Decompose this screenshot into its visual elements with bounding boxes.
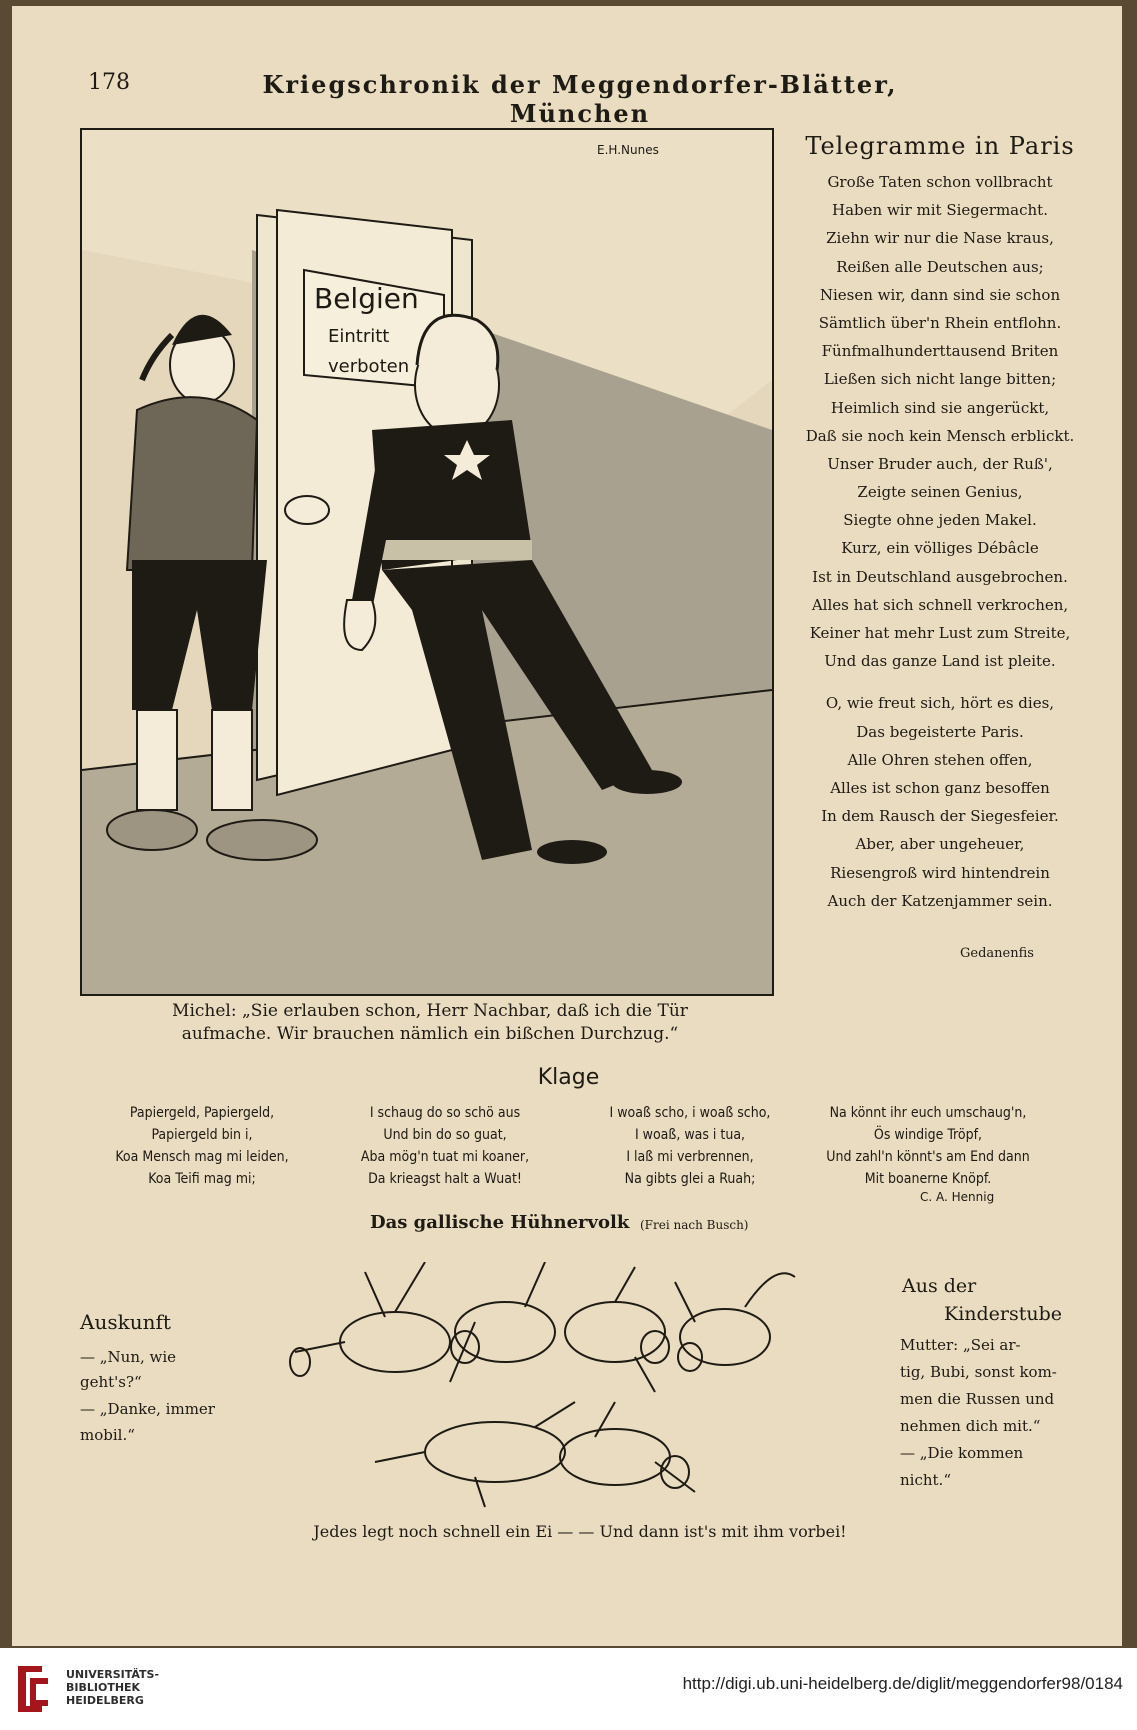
poem-line: Ließen sich nicht lange bitten; bbox=[823, 370, 1057, 389]
klage-column-3 bbox=[570, 1102, 810, 1190]
poem-line: Das begeisterte Paris. bbox=[856, 722, 1024, 741]
klage-line: Koa Teifi mag mi; bbox=[148, 1171, 256, 1187]
kinderstube-title-line-1: Aus der bbox=[902, 1275, 977, 1297]
poem-line: Heimlich sind sie angerückt, bbox=[830, 398, 1050, 417]
poem-line: Alles ist schon ganz besoffen bbox=[830, 778, 1050, 797]
poem-line: Zeigte seinen Genius, bbox=[857, 483, 1023, 502]
klage-line: I woaß, was i tua, bbox=[634, 1127, 746, 1143]
klage-line: Und zahl'n könnt's am End dann bbox=[826, 1149, 1030, 1165]
door-sign-line-1: Belgien bbox=[314, 282, 419, 315]
hens-illustration bbox=[275, 1262, 865, 1518]
huehner-title: Das gallische Hühnervolk bbox=[370, 1212, 630, 1233]
klage-line: Aba mög'n tuat mi koaner, bbox=[360, 1149, 530, 1165]
poem-line: Und das ganze Land ist pleite. bbox=[824, 652, 1056, 671]
klage-line: Na gibts glei a Ruah; bbox=[624, 1171, 756, 1187]
auskunft-title: Auskunft bbox=[80, 1310, 171, 1334]
library-logo-icon bbox=[12, 1660, 54, 1718]
door-sign-line-3: verboten bbox=[328, 356, 410, 377]
auskunft-line: mobil.“ bbox=[80, 1426, 135, 1444]
running-title: Kriegschronik der Meggendorfer-Blätter, München bbox=[262, 70, 898, 128]
cartoon-caption bbox=[140, 1000, 720, 1046]
klage-line: I schaug do so schö aus bbox=[369, 1105, 521, 1121]
artist-signature: E.H.Nunes bbox=[597, 143, 659, 157]
poem-line: Unser Bruder auch, der Ruß', bbox=[827, 454, 1053, 473]
klage-column-2 bbox=[325, 1102, 565, 1190]
poem-line: Siegte ohne jeden Makel. bbox=[843, 511, 1037, 530]
auskunft-line: — „Danke, immer bbox=[80, 1400, 215, 1418]
library-name-line: BIBLIOTHEK bbox=[66, 1681, 141, 1694]
poem-line: O, wie freut sich, hört es dies, bbox=[825, 694, 1055, 713]
auskunft-line: — „Nun, wie bbox=[80, 1348, 177, 1366]
klage-line: Da krieagst halt a Wuat! bbox=[368, 1171, 522, 1187]
poem-line: Aber, aber ungeheuer, bbox=[855, 835, 1025, 854]
library-name-line: HEIDELBERG bbox=[66, 1694, 144, 1707]
hens-drawing bbox=[275, 1262, 865, 1518]
page-header bbox=[0, 70, 1137, 128]
poem-line: Große Taten schon vollbracht bbox=[827, 173, 1053, 191]
cartoon-drawing bbox=[82, 130, 772, 994]
document-url-link[interactable]: http://digi.ub.uni-heidelberg.de/diglit/meggendorfer98/0184 bbox=[682, 1674, 1123, 1693]
huehner-subtitle: (Frei nach Busch) bbox=[640, 1218, 749, 1232]
poem-line: Haben wir mit Siegermacht. bbox=[832, 201, 1048, 220]
library-name-line: UNIVERSITÄTS- bbox=[66, 1668, 160, 1681]
klage-line: Koa Mensch mag mi leiden, bbox=[115, 1149, 289, 1165]
kinderstube-line: men die Russen und bbox=[900, 1390, 1055, 1408]
poem-line: Keiner hat mehr Lust zum Streite, bbox=[809, 624, 1071, 642]
poem-line: Sämtlich über'n Rhein entflohn. bbox=[818, 313, 1062, 332]
klage-line: Mit boanerne Knöpf. bbox=[864, 1171, 992, 1187]
kinderstube-line: nehmen dich mit.“ bbox=[900, 1417, 1041, 1435]
kinderstube-line: — „Die kommen bbox=[900, 1444, 1024, 1462]
auskunft-line: geht's?“ bbox=[80, 1373, 142, 1391]
poem-line: Riesengroß wird hintendrein bbox=[830, 863, 1050, 882]
kinderstube-line: nicht.“ bbox=[900, 1471, 951, 1489]
poem-author: Gedanenfis bbox=[960, 946, 1034, 961]
klage-author: C. A. Hennig bbox=[920, 1190, 995, 1204]
poem-line: Niesen wir, dann sind sie schon bbox=[819, 285, 1061, 304]
library-footer bbox=[0, 1648, 1137, 1730]
klage-title: Klage bbox=[537, 1065, 600, 1090]
poem-line: Fünfmalhunderttausend Briten bbox=[821, 342, 1059, 361]
klage-column-4 bbox=[808, 1102, 1048, 1190]
klage-column-1 bbox=[82, 1102, 322, 1190]
klage-line: Na könnt ihr euch umschaug'n, bbox=[829, 1105, 1027, 1121]
poem-line: Alles hat sich schnell verkrochen, bbox=[811, 595, 1069, 614]
klage-line: Papiergeld bin i, bbox=[151, 1127, 253, 1143]
library-name[interactable] bbox=[66, 1668, 159, 1707]
poem-line: Kurz, ein völliges Débâcle bbox=[841, 539, 1039, 558]
klage-line: I laß mi verbrennen, bbox=[626, 1149, 754, 1165]
poem-line: Daß sie noch kein Mensch erblickt. bbox=[805, 426, 1075, 445]
poem-telegramme bbox=[790, 132, 1090, 915]
poem-line: Reißen alle Deutschen aus; bbox=[836, 257, 1044, 276]
poem-line: In dem Rausch der Siegesfeier. bbox=[821, 807, 1059, 826]
poem-line: Auch der Katzenjammer sein. bbox=[827, 891, 1053, 910]
klage-line: Papiergeld, Papiergeld, bbox=[129, 1105, 275, 1121]
page-number: 178 bbox=[88, 70, 130, 95]
kinderstube-title-line-2: Kinderstube bbox=[944, 1303, 1063, 1325]
poem-line: Alle Ohren stehen offen, bbox=[847, 750, 1033, 769]
huehner-caption: Jedes legt noch schnell ein Ei — — Und dann ist's mit ihm vorbei! bbox=[313, 1522, 847, 1541]
klage-line: Ös windige Tröpf, bbox=[873, 1127, 983, 1143]
kinderstube-line: Mutter: „Sei ar- bbox=[900, 1336, 1021, 1354]
poem-line: Ist in Deutschland ausgebrochen. bbox=[812, 567, 1068, 586]
klage-line: I woaß scho, i woaß scho, bbox=[609, 1105, 771, 1121]
klage-line: Und bin do so guat, bbox=[383, 1127, 507, 1143]
caption-line: aufmache. Wir brauchen nämlich ein bißchen Durchzug.“ bbox=[181, 1024, 679, 1044]
door-sign-line-2: Eintritt bbox=[328, 326, 390, 347]
cartoon-illustration bbox=[80, 128, 774, 996]
poem-line: Ziehn wir nur die Nase kraus, bbox=[826, 229, 1054, 248]
caption-line: Michel: „Sie erlauben schon, Herr Nachbar, daß ich die Tür bbox=[172, 1001, 688, 1021]
poem-title: Telegramme in Paris bbox=[805, 132, 1075, 160]
kinderstube-line: tig, Bubi, sonst kom- bbox=[900, 1363, 1057, 1381]
